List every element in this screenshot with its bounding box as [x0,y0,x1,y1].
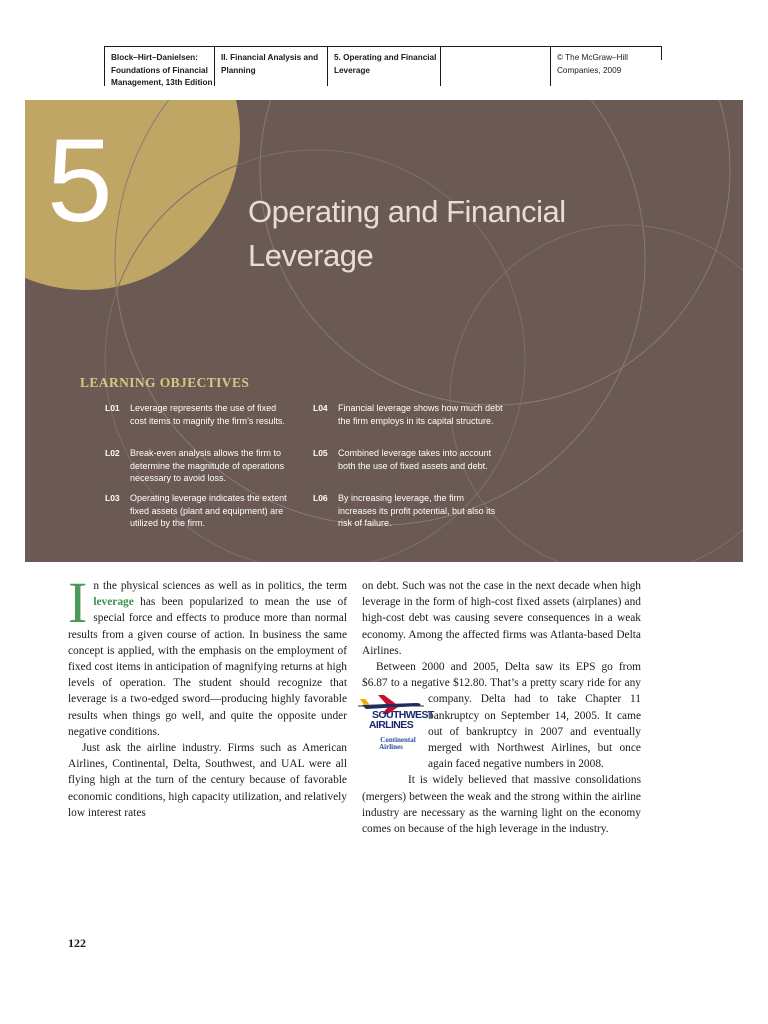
objective-text: Financial leverage shows how much debt the firm employs in its capital structure. [338,403,503,426]
objective-l06 [313,492,503,530]
page-number: 122 [68,936,86,950]
header-blank [440,46,550,86]
header-book: Block–Hirt–Danielsen: Foundations of Financial Management, 13th Edition [104,46,214,86]
intro-text-a: n the physical sciences as well as in politics, the term [93,580,347,592]
continental-logo-line2: Airlines [379,743,403,752]
objective-l01 [105,402,295,427]
objective-code: L02 [105,448,120,458]
delta-text-b: Chapter 11 bankruptcy on September 14, 2005. It came out of bankruptcy in 2007 and eventually merged with Northwest Airlines, but once again faced negative numbers in 2008. [428,693,641,771]
chapter-number: 5 [47,115,113,247]
continental-logo [358,737,424,751]
paragraph-airlines: Just ask the airline industry. Firms such as American Airlines, Continental, Delta, Southwest, and UAL were all flying high at the turn of the century because of favorable economic conditions, high capacity utilization, and relatively low interest rates [68,742,347,819]
paragraph-delta [362,659,641,772]
delta-text-a: Between 2000 and 2005, Delta saw its EPS go from $6.87 to a negative $12.80. That’s a pretty scary ride for any company. Delta had to take [362,661,641,706]
body-column-left [68,570,347,821]
airline-logos [358,693,434,761]
objective-text: Operating leverage indicates the extent fixed assets (plant and equipment) are utilized by the firm. [130,493,287,528]
paragraph-intro [68,570,347,740]
objective-text: By increasing leverage, the firm increases its profit potential, but also its risk of failure. [338,493,496,528]
header-chapter: 5. Operating and Financial Leverage [327,46,440,86]
paragraph-debt: on debt. Such was not the case in the next decade when high leverage in the form of high-cost fixed assets (airplanes) and high-cost debt was causing severe consequences in a weak economy. Among the affected firms was Atlanta-based Delta Airlines. [362,580,641,657]
header-part: II. Financial Analysis and Planning [214,46,327,86]
southwest-logo [358,709,434,731]
intro-text-b: has been popularized to mean the use of special force and effects to produce more than normal results from a given course of action. In business the same concept is applied, with the emphasis on the employment of fixed cost items in anticipation of magnifying returns at high levels of operation. The student should recognize that leverage is a two-edged sword—producing highly favorable results when things go well, and quite the opposite under negative conditions. [68,596,347,738]
objective-l03 [105,492,295,530]
keyword-leverage: leverage [93,596,134,609]
chapter-title-line2: Leverage [248,238,374,273]
objective-code: L05 [313,448,328,458]
southwest-logo-line1: SOUTHWEST [372,709,434,722]
body-column-right [362,578,641,837]
objective-l05 [313,447,503,472]
header-copyright: © The McGraw–Hill Companies, 2009 [550,46,662,86]
objective-l04 [313,402,503,427]
objective-code: L04 [313,403,328,413]
continental-logo-line1: Continental [380,736,416,745]
objective-code: L03 [105,493,120,503]
learning-objectives-heading: LEARNING OBJECTIVES [80,375,250,390]
chapter-title-line1: Operating and Financial [248,194,566,229]
objective-code: L01 [105,403,120,413]
header-right-tick [661,46,662,60]
objective-text: Break-even analysis allows the firm to determine the magnitude of operations necessary to avoid loss. [130,448,285,483]
southwest-logo-line2: AIRLINES [368,718,414,731]
objective-l02 [105,447,295,485]
objective-text: Combined leverage takes into account both the use of fixed assets and debt. [338,448,492,471]
objective-text: Leverage represents the use of fixed cost items to magnify the firm’s results. [130,403,285,426]
chapter-title [248,190,628,278]
running-header [104,46,662,86]
paragraph-consolidation: It is widely believed that massive consolidations (mergers) between the weak and the strong within the airline industry are necessary as the warning light on the economy comes on because of the high leverage in the industry. [362,774,641,836]
drop-cap: I [68,570,88,635]
objective-code: L06 [313,493,328,503]
chapter-banner [25,100,743,562]
